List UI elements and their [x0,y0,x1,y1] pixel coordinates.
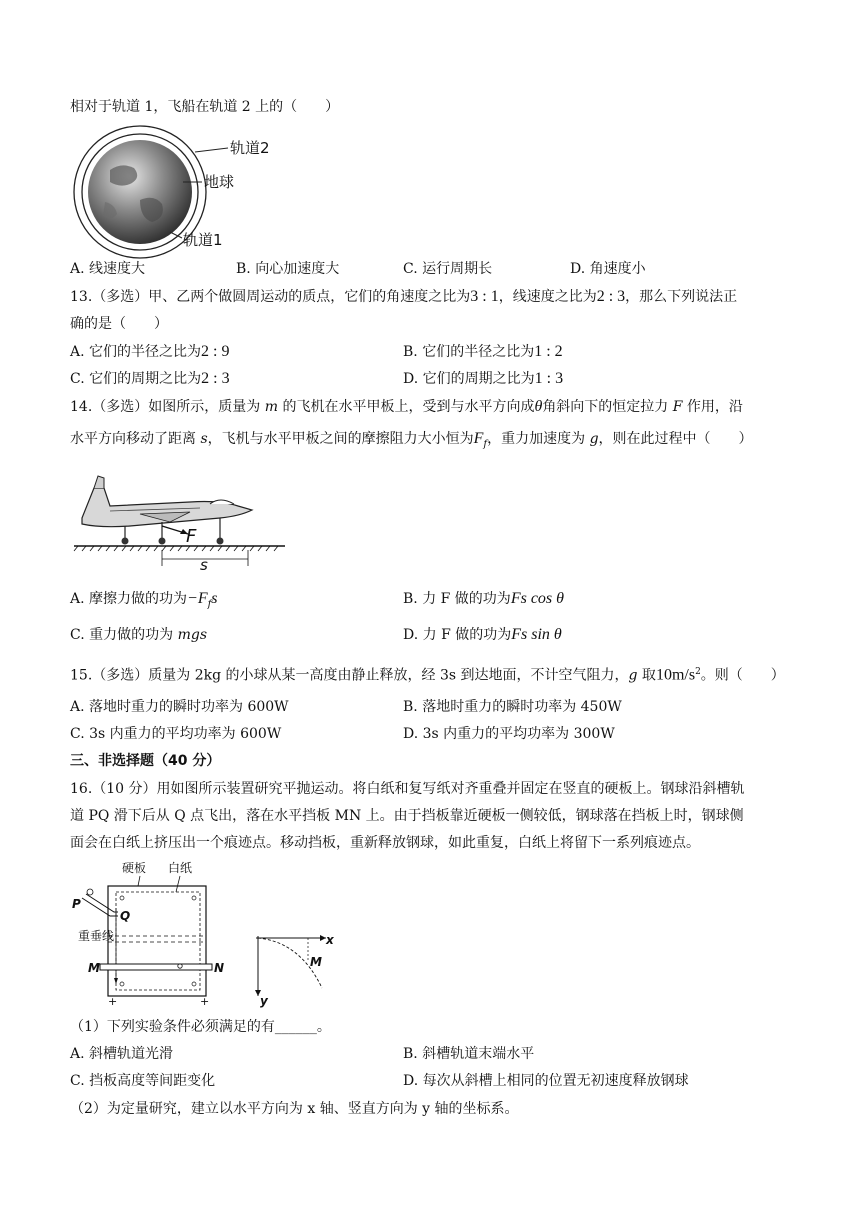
label-m: M [88,961,100,975]
q15-option-a: A. 落地时重力的瞬时功率为 600W [70,699,289,715]
force-label: F [186,526,197,547]
q13-option-c: C. 它们的周期之比为2 : 3 [70,370,230,387]
label-x: x [326,933,334,947]
q13-stem-line2: 确的是（ ） [70,316,168,332]
q12-option-d: D. 角速度小 [570,261,646,277]
label-m2: M [310,955,322,969]
q14-option-d: D. 力 F 做的功为Fs sin θ [403,626,562,643]
q13-option-a: A. 它们的半径之比为2 : 9 [70,343,230,360]
baffle-mn [100,964,212,970]
label-paper: 白纸 [168,861,193,875]
q16-stem-line3: 面会在白纸上挤压出一个痕迹点。移动挡板，重新释放钢球，如此重复，白纸上将留下一系列痕迹点。 [70,835,700,851]
q16-option-a: A. 斜槽轨道光滑 [70,1046,174,1062]
q16-stem-line1: 16.（10 分）用如图所示装置研究平抛运动。将白纸和复写纸对齐重叠并固定在竖直的硬板上。钢球沿斜槽轨 [70,781,745,797]
label-n: N [214,961,225,975]
ramp-pq [82,898,118,916]
q14-option-b: B. 力 F 做的功为Fs cos θ [403,590,564,607]
q16-option-b: B. 斜槽轨道末端水平 [403,1046,535,1062]
q13-linear-ratio: 2 : 3 [596,288,626,305]
q16-stem-line2: 道 PQ 滑下后从 Q 点飞出，落在水平挡板 MN 上。由于挡板靠近硬板一侧较低，钢球落在挡板上时，钢球侧 [70,808,744,824]
label-q: Q [120,909,131,923]
orbit-figure [70,122,300,262]
q12-option-b: B. 向心加速度大 [236,261,340,277]
q15-option-d: D. 3s 内重力的平均功率为 300W [403,726,615,742]
q14-stem-line2: 水平方向移动了距离 s，飞机与水平甲板之间的摩擦阻力大小恒为$F_f$，重力加速度为 g，则在此过程中（ ） [70,430,753,450]
q16-option-d: D. 每次从斜槽上相同的位置无初速度释放钢球 [403,1073,689,1089]
label-p: P [72,897,81,911]
label-orbit-1: 轨道1 [183,231,223,249]
q16-sub1: （1）下列实验条件必须满足的有______。 [70,1019,331,1035]
projectile-apparatus-figure [70,858,350,1008]
q12-option-c: C. 运行周期长 [403,261,493,277]
q14-option-c: C. 重力做的功为 mgs [70,627,207,643]
label-plumb: 重垂线 [78,929,115,943]
section-3-heading: 三、非选择题（40 分） [70,753,221,769]
white-paper [116,892,200,990]
q13-stem-line1: 13.（多选）甲、乙两个做圆周运动的质点，它们的角速度之比为3 : 1，线速度之比为2 : 3，那么下列说法正 [70,288,738,305]
hard-board [108,886,206,996]
svg-text:+: + [108,995,118,1008]
displacement-label: s [200,556,208,572]
q13-option-b: B. 它们的半径之比为1 : 2 [403,343,563,360]
q16-sub2: （2）为定量研究，建立以水平方向为 x 轴、竖直方向为 y 轴的坐标系。 [70,1101,519,1117]
earth-globe [88,140,192,244]
q15-stem: 15.（多选）质量为 2kg 的小球从某一高度由静止释放，经 3s 到达地面，不计空气阻力，g 取$10m/s^2$。则（ ） [70,666,785,684]
airplane-figure [70,466,290,572]
q14-stem-line1: 14.（多选）如图所示，质量为 m 的飞机在水平甲板上，受到与水平方向成θ角斜向下的恒定拉力 F 作用，沿 [70,398,743,415]
svg-text:+: + [200,995,210,1008]
q13-option-d: D. 它们的周期之比为1 : 3 [403,370,564,387]
q12-option-a: A. 线速度大 [70,261,146,277]
q15-option-b: B. 落地时重力的瞬时功率为 450W [403,699,622,715]
q16-option-c: C. 挡板高度等间距变化 [70,1073,216,1089]
q15-option-c: C. 3s 内重力的平均功率为 600W [70,726,282,742]
label-board: 硬板 [122,861,147,875]
q13-angular-ratio: 3 : 1 [470,288,499,305]
label-orbit-2: 轨道2 [230,139,270,157]
label-y: y [260,994,268,1008]
q12-stem: 相对于轨道 1，飞船在轨道 2 上的（ ） [70,99,340,115]
label-earth: 地球 [204,173,235,191]
q14-option-a: A. 摩擦力做的功为$-F_fs$ [70,590,218,610]
